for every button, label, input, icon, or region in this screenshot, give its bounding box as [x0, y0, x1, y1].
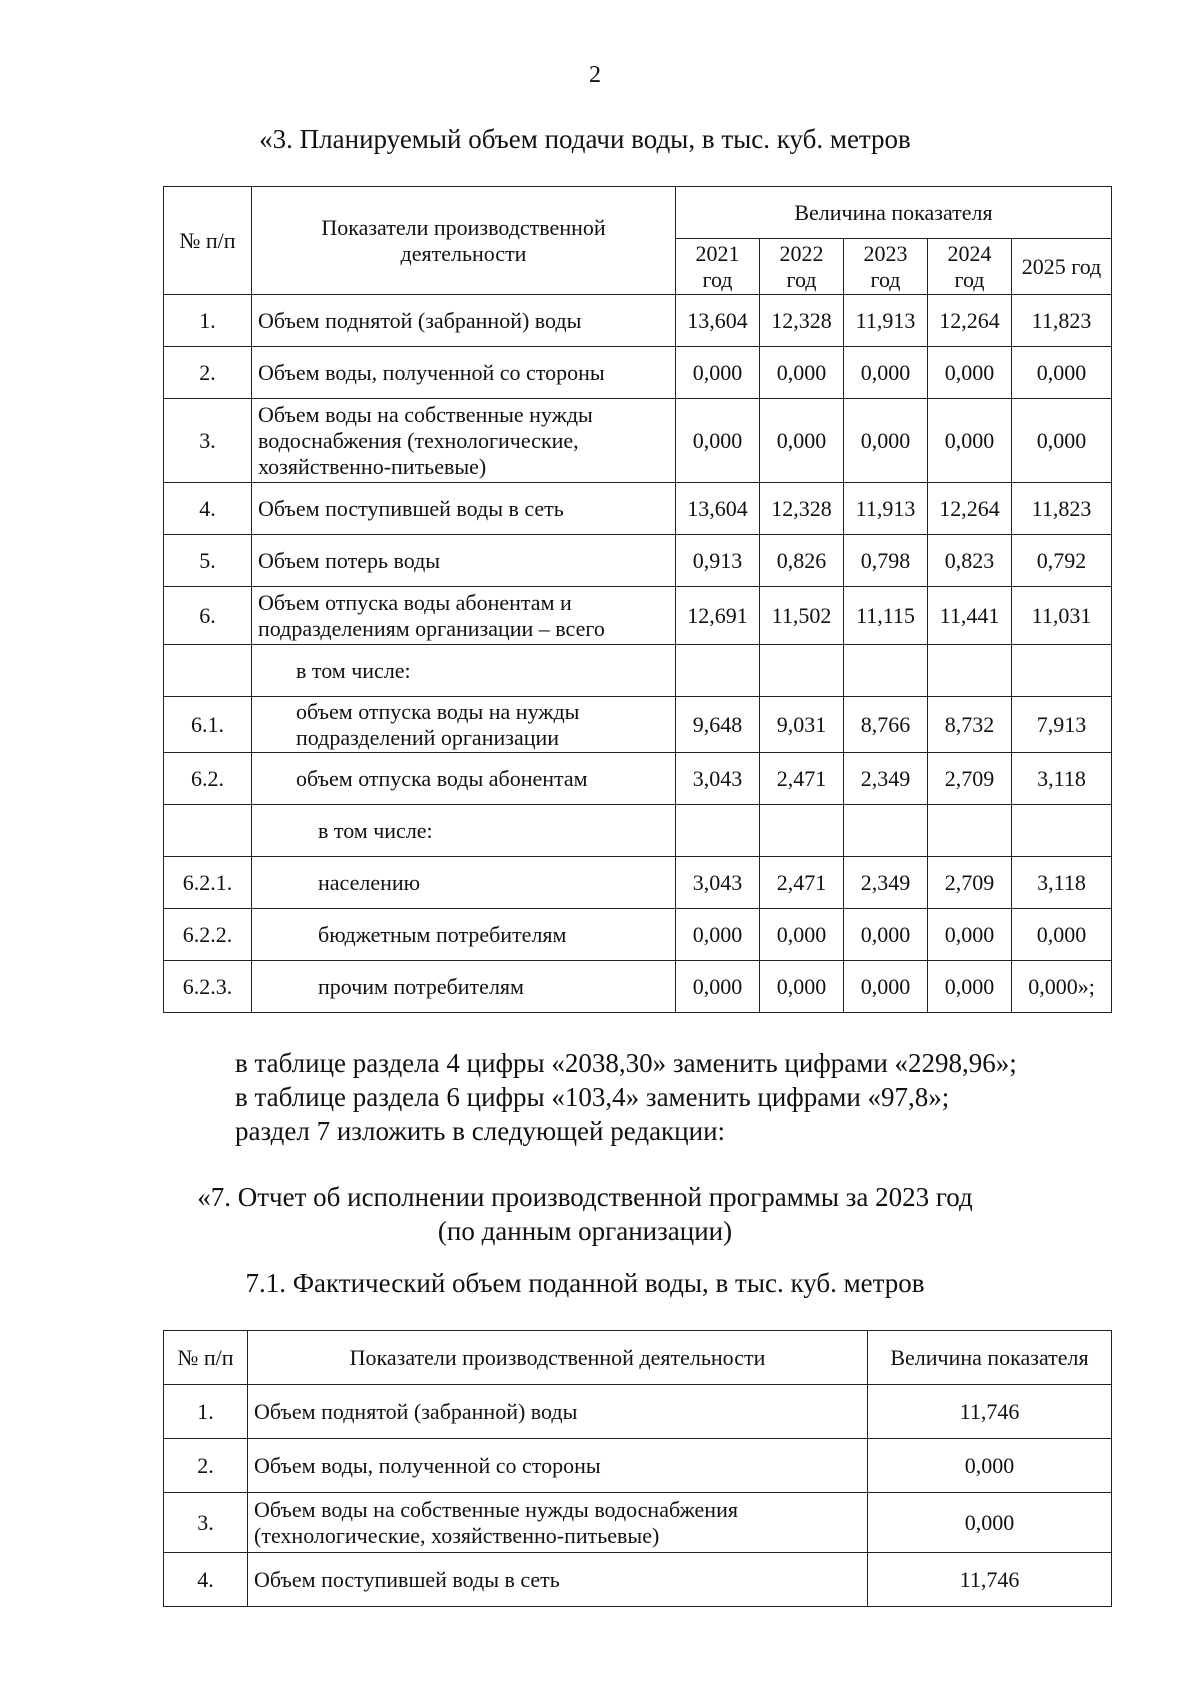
- row-value: 8,732: [928, 697, 1012, 753]
- table-row: [164, 909, 1112, 961]
- row-value: 2,349: [844, 857, 928, 909]
- header-year-2023: 2023 год: [844, 239, 928, 295]
- row-number: 1.: [164, 1385, 248, 1439]
- row-value: 9,031: [760, 697, 844, 753]
- header-number: № п/п: [164, 187, 252, 295]
- table-row: [164, 535, 1112, 587]
- row-value: 2,471: [760, 857, 844, 909]
- header-value: Величина показателя: [868, 1331, 1112, 1385]
- row-label: в том числе:: [252, 805, 676, 857]
- row-number: 6.2.2.: [164, 909, 252, 961]
- page-number: 2: [589, 62, 601, 88]
- table-row: [164, 857, 1112, 909]
- table-row: [164, 961, 1112, 1013]
- row-value: 0,000: [844, 399, 928, 483]
- row-value: 3,043: [676, 857, 760, 909]
- row-value: 0,000: [868, 1439, 1112, 1493]
- table-row: [164, 1385, 1112, 1439]
- header-value: Величина показателя: [676, 187, 1112, 239]
- row-value: 8,766: [844, 697, 928, 753]
- row-value: 12,691: [676, 587, 760, 645]
- row-number: 6.1.: [164, 697, 252, 753]
- row-number: 3.: [164, 1493, 248, 1553]
- row-value: 0,000: [1012, 399, 1112, 483]
- header-year-2021: 2021 год: [676, 239, 760, 295]
- table-row: [164, 697, 1112, 753]
- row-label: прочим потребителям: [252, 961, 676, 1013]
- row-value: 0,000: [928, 399, 1012, 483]
- row-value: 0,000: [676, 347, 760, 399]
- row-label: Объем воды, полученной со стороны: [252, 347, 676, 399]
- row-label: Объем поступившей воды в сеть: [252, 483, 676, 535]
- row-value: 2,709: [928, 753, 1012, 805]
- row-value: 0,000: [928, 347, 1012, 399]
- section-3-title: «3. Планируемый объем подачи воды, в тыс. куб. метров: [259, 124, 911, 154]
- row-value: 0,826: [760, 535, 844, 587]
- table-row: [164, 347, 1112, 399]
- row-value: 0,000: [928, 961, 1012, 1013]
- row-number: 3.: [164, 399, 252, 483]
- row-label: Объем поднятой (забранной) воды: [252, 295, 676, 347]
- row-label: Объем поступившей воды в сеть: [248, 1553, 868, 1607]
- header-year-2022: 2022 год: [760, 239, 844, 295]
- row-value: 0,000: [760, 347, 844, 399]
- header-indicator: Показатели производственной деятельности: [248, 1331, 868, 1385]
- row-number: 2.: [164, 347, 252, 399]
- row-value: 11,823: [1012, 483, 1112, 535]
- row-value: 0,823: [928, 535, 1012, 587]
- row-value: [1012, 805, 1112, 857]
- table-row: [164, 753, 1112, 805]
- row-value: 0,000: [928, 909, 1012, 961]
- row-label: Объем воды, полученной со стороны: [248, 1439, 868, 1493]
- row-number: 6.2.3.: [164, 961, 252, 1013]
- row-value: 13,604: [676, 295, 760, 347]
- row-label: Объем отпуска воды абонентам и подразделениям организации – всего: [252, 587, 676, 645]
- table-row: [164, 1493, 1112, 1553]
- row-value: 2,471: [760, 753, 844, 805]
- row-value: 0,000: [1012, 347, 1112, 399]
- section-7-title-line2: (по данным организации): [437, 1216, 733, 1246]
- row-value: 11,913: [844, 295, 928, 347]
- row-value: [844, 805, 928, 857]
- row-label: населению: [252, 857, 676, 909]
- row-number: 1.: [164, 295, 252, 347]
- row-number: 5.: [164, 535, 252, 587]
- header-indicator: Показатели производственной деятельности: [252, 187, 676, 295]
- row-value: [928, 645, 1012, 697]
- row-value: 3,043: [676, 753, 760, 805]
- row-number: 2.: [164, 1439, 248, 1493]
- row-value: 13,604: [676, 483, 760, 535]
- row-label: бюджетным потребителям: [252, 909, 676, 961]
- row-value: 11,913: [844, 483, 928, 535]
- row-value: 0,000: [676, 399, 760, 483]
- row-value: 0,000: [844, 909, 928, 961]
- row-value: 0,798: [844, 535, 928, 587]
- table-row: [164, 645, 1112, 697]
- header-year-2025: 2025 год: [1012, 239, 1112, 295]
- row-number: 6.: [164, 587, 252, 645]
- row-value: 0,000: [844, 347, 928, 399]
- row-label: объем отпуска воды на нужды подразделений организации: [252, 697, 676, 753]
- row-label: Объем воды на собственные нужды водоснабжения (технологические, хозяйственно-питьевые): [252, 399, 676, 483]
- row-value: 0,000: [868, 1493, 1112, 1553]
- row-label: Объем поднятой (забранной) воды: [248, 1385, 868, 1439]
- row-value: 0,000: [1012, 909, 1112, 961]
- subsection-7-1-title: 7.1. Фактический объем поданной воды, в тыс. куб. метров: [245, 1268, 925, 1298]
- row-value: 11,823: [1012, 295, 1112, 347]
- row-value: 12,328: [760, 295, 844, 347]
- row-value: 2,349: [844, 753, 928, 805]
- row-value: 3,118: [1012, 857, 1112, 909]
- row-value: 0,000: [760, 909, 844, 961]
- row-value: [928, 805, 1012, 857]
- row-value: 0,000: [676, 909, 760, 961]
- table-row: [164, 399, 1112, 483]
- row-value: 11,441: [928, 587, 1012, 645]
- row-value: 0,000»;: [1012, 961, 1112, 1013]
- planned-water-supply-table: [163, 186, 1112, 1013]
- row-label: Объем воды на собственные нужды водоснабжения (технологические, хозяйственно-питьевые): [248, 1493, 868, 1553]
- table-row: [164, 295, 1112, 347]
- amendment-paragraph: в таблице раздела 6 цифры «103,4» заменить цифрами «97,8»;: [235, 1082, 950, 1112]
- row-value: [1012, 645, 1112, 697]
- row-label: объем отпуска воды абонентам: [252, 753, 676, 805]
- row-label: в том числе:: [252, 645, 676, 697]
- row-value: 2,709: [928, 857, 1012, 909]
- table-row: [164, 1553, 1112, 1607]
- row-value: 3,118: [1012, 753, 1112, 805]
- row-number: [164, 805, 252, 857]
- header-year-2024: 2024 год: [928, 239, 1012, 295]
- row-value: 9,648: [676, 697, 760, 753]
- row-value: 0,000: [844, 961, 928, 1013]
- section-7-title: [0, 1180, 1170, 1248]
- row-number: [164, 645, 252, 697]
- table-row: [164, 483, 1112, 535]
- row-value: 0,000: [760, 399, 844, 483]
- table-row: [164, 1439, 1112, 1493]
- row-value: 11,746: [868, 1385, 1112, 1439]
- actual-water-supply-table: [163, 1330, 1112, 1607]
- row-label: Объем потерь воды: [252, 535, 676, 587]
- amendment-paragraph: в таблице раздела 4 цифры «2038,30» заменить цифрами «2298,96»;: [235, 1048, 1017, 1078]
- row-number: 4.: [164, 1553, 248, 1607]
- row-value: [676, 645, 760, 697]
- row-number: 6.2.: [164, 753, 252, 805]
- table-row: [164, 587, 1112, 645]
- section-7-title-line1: «7. Отчет об исполнении производственной программы за 2023 год: [197, 1182, 973, 1212]
- row-value: 12,264: [928, 483, 1012, 535]
- row-value: 7,913: [1012, 697, 1112, 753]
- header-number: № п/п: [164, 1331, 248, 1385]
- table-row: [164, 805, 1112, 857]
- row-value: 0,000: [676, 961, 760, 1013]
- row-value: 11,746: [868, 1553, 1112, 1607]
- row-value: 12,264: [928, 295, 1012, 347]
- row-value: [760, 645, 844, 697]
- row-number: 4.: [164, 483, 252, 535]
- row-value: 11,031: [1012, 587, 1112, 645]
- row-value: 12,328: [760, 483, 844, 535]
- row-value: [760, 805, 844, 857]
- row-value: 0,000: [760, 961, 844, 1013]
- row-value: 11,115: [844, 587, 928, 645]
- row-value: 11,502: [760, 587, 844, 645]
- row-value: 0,792: [1012, 535, 1112, 587]
- row-value: [844, 645, 928, 697]
- amendment-paragraph: раздел 7 изложить в следующей редакции:: [235, 1116, 726, 1146]
- row-number: 6.2.1.: [164, 857, 252, 909]
- row-value: 0,913: [676, 535, 760, 587]
- row-value: [676, 805, 760, 857]
